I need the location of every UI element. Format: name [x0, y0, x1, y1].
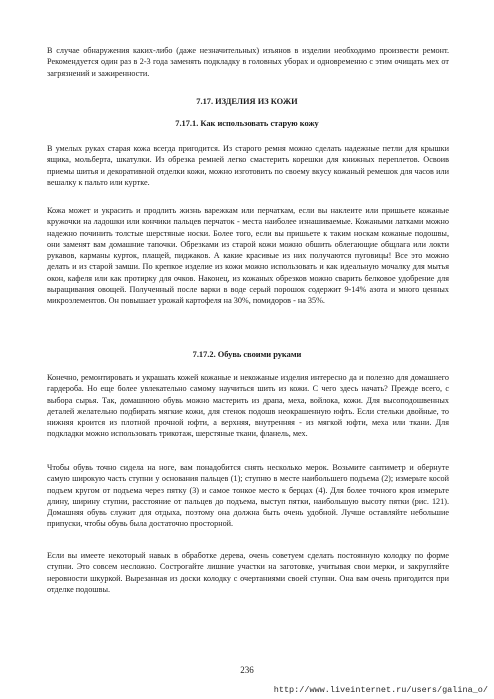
- subsection-2-title: 7.17.2. Обувь своими руками: [192, 350, 302, 359]
- section-title: 7.17. ИЗДЕЛИЯ ИЗ КОЖИ: [196, 97, 298, 106]
- subsection-2-paragraph-1: Конечно, ремонтировать и украшать кожей кожаные и некожаные изделия интересно да и полезно для домашнего гардероба. Но еще более увлекательно самому научиться шить из кожи. С чего здесь начать? Прежде всего, с выбора сырья. Так, домашнюю обувь можно мастерить из драпа, меха, войлока, кожи. Для высоподошвенных деталей желательно подбирать мягкие кожи, для стенок подошв неокрашенную юфть. Если стельки двойные, то нижняя кроится из плотной прочной юфти, а верхняя, внутренняя - из мягкой юфти, меха или ткани. Для подкладки можно использовать трикотаж, шерстяные ткани, фланель, мех.: [47, 373, 449, 439]
- watermark-url: http://www.liveinternet.ru/users/galina_o/: [273, 685, 488, 695]
- subsection-1-paragraph-2: Кожа может и украсить и продлить жизнь варежкам или перчаткам, если вы наклеите или пришьете кожаные кружочки на ладошки или кончики пальцев перчаток - места наиболее изнашиваемые. Кожаными латками можно надежно починить толстые шерстяные носки. Более того, если вы пришьете к таким носкам кожаные подошвы, они заменят вам домашние тапочки. Обрезками из старой кожи можно обшить облегающие общлага или локти рукавов, карманы курток, плащей, пиджаков. А какие красивые из них получаются пуговицы! Все это можно делать и из старой замши. По крепкое изделие из кожи можно использовать и как идеальную мочалку для мытья окон, кафеля или как протирку для очков. Наконец, из кожаных обрезков можно сварить белковое удобрение для выращивания овощей. Полученный после варки в воде серый порошок содержит 9-14% азота и много ценных микроэлементов. Он повышает урожай картофеля на 30%, помидоров - на 35%.: [47, 206, 449, 306]
- subsection-2-paragraph-3: Если вы имеете некоторый навык в обработке дерева, очень советуем сделать постоянную колодку по форме ступни. Это совсем несложно. Сострогайте лишние участки на заготовке, учитывая свои мерки, и закругляйте неровности шкуркой. Вырезанная из доски колодку с очертаниями своей ступни. Она вам очень пригодится при отделке подошвы.: [47, 551, 449, 594]
- intro-paragraph: В случае обнаружения каких-либо (даже незначительных) изъянов в изделии необходимо произвести ремонт. Рекомендуется один раз в 2-3 года заменять подкладку в головных уборах и одновременно с этим очищать мех от загрязнений и зажиренности.: [47, 46, 449, 78]
- subsection-1-title: 7.17.1. Как использовать старую кожу: [175, 119, 319, 128]
- page-number: 236: [240, 665, 254, 675]
- subsection-1-paragraph-1: В умелых руках старая кожа всегда пригодится. Из старого ремня можно сделать надежные петли для крышки ящика, мольберта, шкатулки. Из обрезка ремней легко смастерить корешки для книжных переплетов. Освоив приемы шитья и декоративной отделки кожи, можно изготовить по своему вкусу кожаный ремешок для часов или вешалку к пальто или куртке.: [47, 144, 449, 187]
- subsection-2-paragraph-2: Чтобы обувь точно сидела на ноге, вам понадобится снять несколько мерок. Возьмите сантиметр и обернуте самую широкую часть ступни у основания пальцев (1); ступню в месте наибольшего подъема (2); измерьте косой подъем кругом от подъема через пятку (3) и самое тонкое место к берцах (4). Для более точного кроя измерьте длину, ширину ступни, расстояние от пальцев до подъема, выступ пятки, наибольшую высоту пятки (рис. 121). Домашняя обувь служит для отдыха, поэтому она должна быть очень удобной. Лучше оставляйте небольшие припуски, чтобы обувь была достаточно просторной.: [47, 463, 449, 529]
